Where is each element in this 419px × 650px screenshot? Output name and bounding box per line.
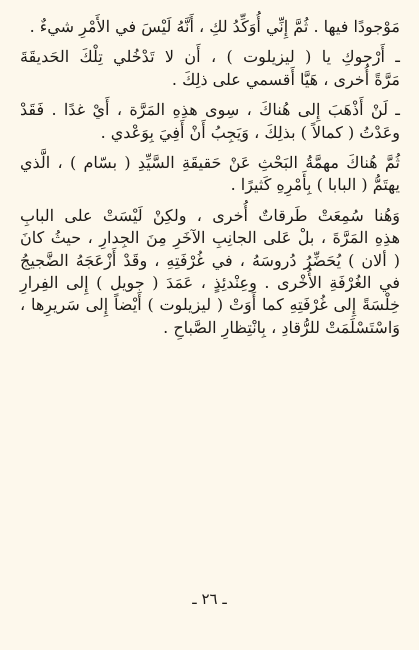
paragraph: [20, 46, 400, 91]
paragraph-gap: [20, 144, 400, 152]
text-line: ثُمَّ هُناكَ مهمَّةُ البَحْثِ عَنْ حَقيقَةِ السَّيِّدِ ( بسّام ) ، الَّذي: [20, 152, 400, 172]
text-line: في الغُرْفَةِ الأُخْرى . وعِنْدئِذٍ ، عَمَدَ ( جويل ) إِلى الفِرارِ: [20, 272, 400, 292]
page-number: ـ ٢٦ ـ: [192, 590, 227, 608]
body-text: [20, 16, 400, 339]
paragraph: [20, 99, 400, 144]
text-line: ـ لَنْ أَذْهَبَ إِلى هُناكَ ، سِوى هذِهِ المَرَّة ، أَيْ غدًا . فَقَدْ: [20, 100, 400, 120]
text-line: خِلْسَةً إِلى غُرْفَتِهِ كما أَوَتْ ( ليزيلوت ) أَيْضاً إِلى سَريرِها ،: [20, 295, 400, 315]
paragraph: [20, 16, 400, 38]
text-line: وعَدْتُ ( كمالاً ) بذلِكَ ، وَيَجِبُ أَنْ أَفِيَ بِوَعْدي .: [100, 122, 400, 142]
text-line: ( ألان ) يُحَضِّرُ دُروسَهُ ، في غُرْفَتِهِ ، وقَدْ أَزْعَجَهُ الضَّجيجُ: [20, 250, 400, 270]
text-line: وَاسْتَسْلَمَتْ للرُّقادِ ، بِانْتِظارِ الصَّباحِ .: [163, 317, 400, 337]
text-line: ـ أَرْجوكِ يا ( ليزيلوت ) ، أَن لا تَدْخُلي تِلْكَ الحَديقَةَ: [20, 47, 400, 67]
paragraph-gap: [20, 197, 400, 205]
text-line: هذِهِ المَرَّةَ ، بلْ عَلى الجانِبِ الآخَرِ مِنَ الجِدارِ ، حيثُ كانَ: [20, 228, 400, 248]
text-line: يهتَمُّ ( البابا ) بِأَمْرِهِ كَثيرًا .: [230, 175, 400, 195]
text-line: وَهُنا سُمِعَتْ طَرقاتٌ أُخرى ، ولكِنْ لَيْسَتْ على البابِ: [20, 205, 400, 225]
text-line: مَرَّةً أُخرى ، هَيَّا أَقسمي على ذلِكَ .: [171, 69, 400, 89]
paragraph-gap: [20, 38, 400, 46]
paragraph-gap: [20, 91, 400, 99]
paragraph: [20, 205, 400, 339]
paragraph: [20, 152, 400, 197]
text-line: مَوْجودًا فيها . ثُمَّ إِنِّي أُوَكِّدُ لكِ ، أَنَّهُ لَيْسَ في الأَمْرِ شيءٌ .: [29, 17, 400, 36]
